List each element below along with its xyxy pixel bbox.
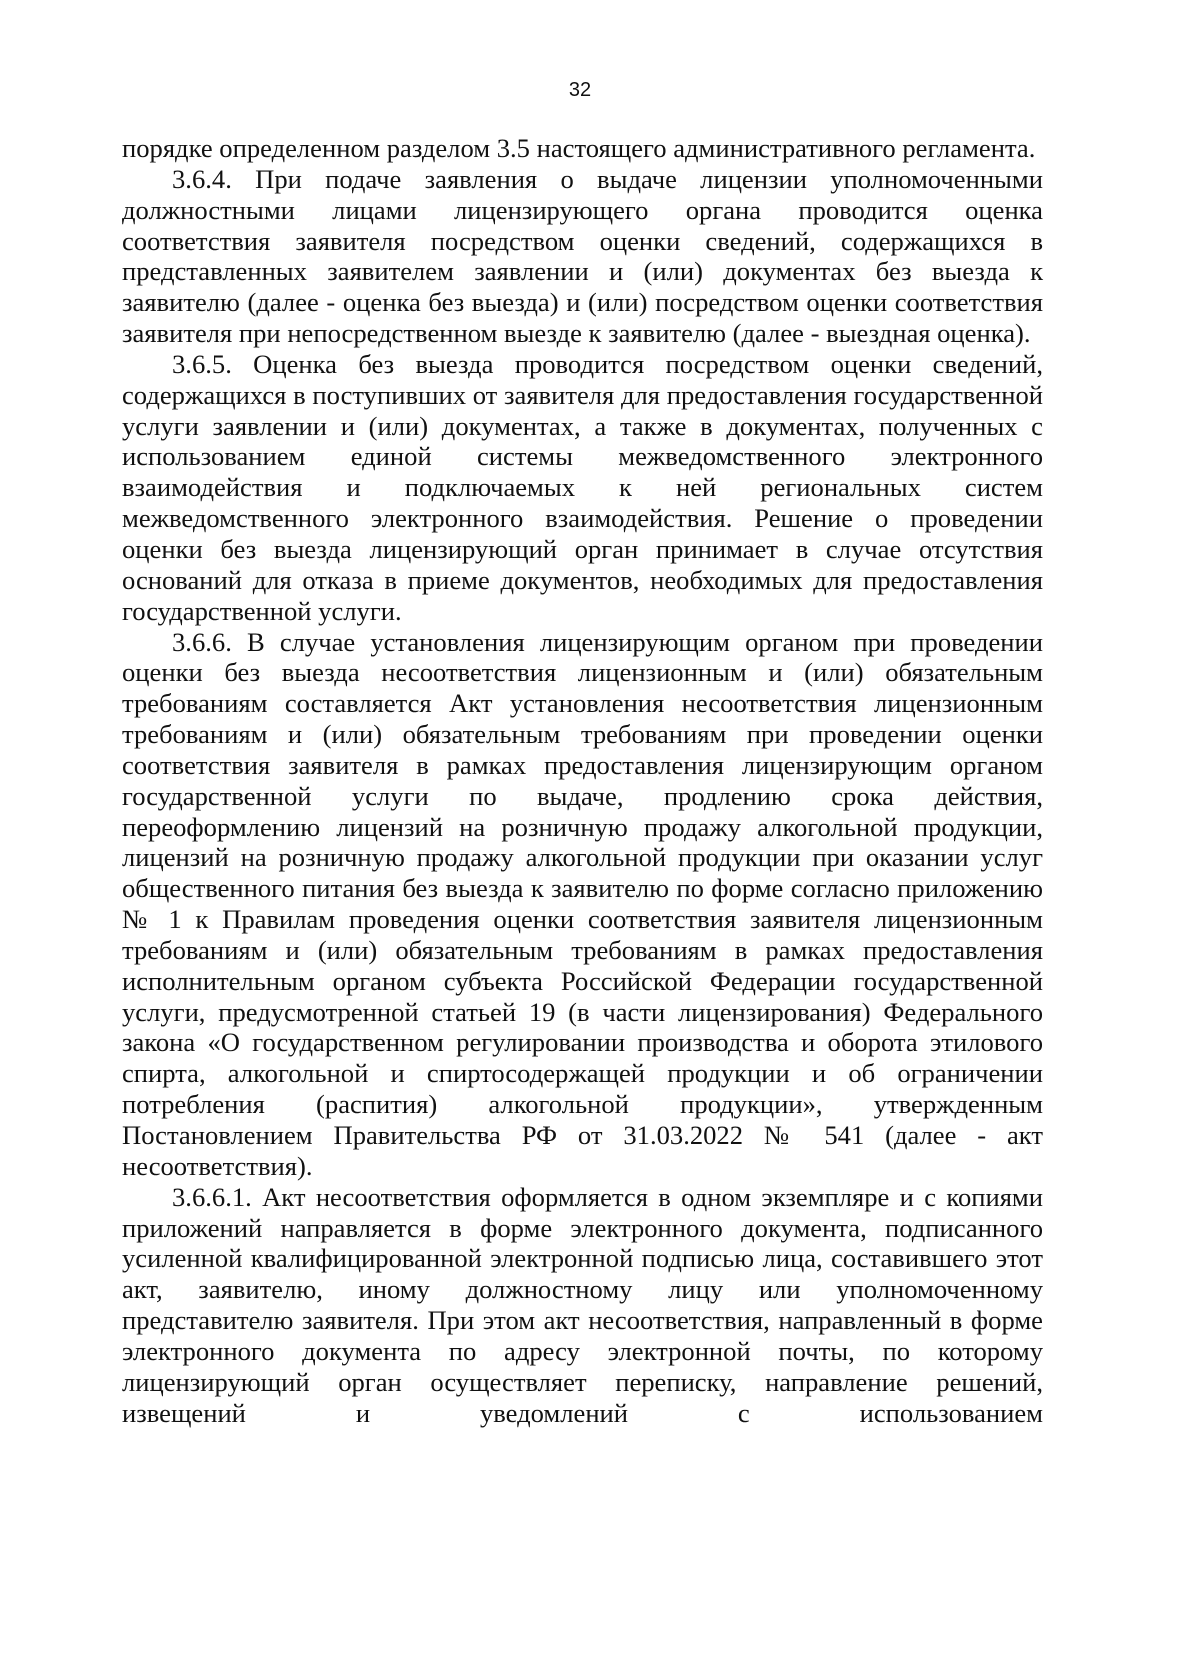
paragraph-3-6-4: 3.6.4. При подаче заявления о выдаче лицензии уполномоченными должностными лицами лицензирующего органа проводится оценка соответствия заявителя посредством оценки сведений, содержащихся в представленных заявителем заявлении и (или) документах без выезда к заявителю (далее - оценка без выезда) и (или) посредством оценки соответствия заявителя при непосредственном выезде к заявителю (далее - выездная оценка). (122, 163, 1043, 349)
paragraph-3-6-5: 3.6.5. Оценка без выезда проводится посредством оценки сведений, содержащихся в поступивших от заявителя для предоставления государственной услуги заявлении и (или) документах, а также в документах, полученных с использованием единой системы межведомственного электронного взаимодействия и подключаемых к ней региональных систем межведомственного электронного взаимодействия. Решение о проведении оценки без выезда лицензирующий орган принимает в случае отсутствия оснований для отказа в приеме документов, необходимых для предоставления государственной услуги. (122, 348, 1043, 626)
page-number: 32 (568, 79, 592, 101)
paragraph-3-6-6-1: 3.6.6.1. Акт несоответствия оформляется в одном экземпляре и с копиями приложений направляется в форме электронного документа, подписанного усиленной квалифицированной электронной подписью лица, составившего этот акт, заявителю, иному должностному лицу или уполномоченному представителю заявителя. При этом акт несоответствия, направленный в форме электронного документа по адресу электронной почты, по которому лицензирующий орган осуществляет переписку, направление решений, извещений и уведомлений с использованием (122, 1181, 1043, 1428)
document-body (122, 133, 1043, 1428)
paragraph-continuation: порядке определенном разделом 3.5 настоящего административного регламента. (122, 133, 1036, 163)
paragraph-3-6-6: 3.6.6. В случае установления лицензирующим органом при проведении оценки без выезда несоответствия лицензионным и (или) обязательным требованиям составляется Акт установления несоответствия лицензионным требованиям и (или) обязательным требованиям при проведении оценки соответствия заявителя в рамках предоставления лицензирующим органом государственной услуги по выдаче, продлению срока действия, переоформлению лицензий на розничную продажу алкогольной продукции, лицензий на розничную продажу алкогольной продукции при оказании услуг общественного питания без выезда к заявителю по форме согласно приложению № 1 к Правилам проведения оценки соответствия заявителя лицензионным требованиям и (или) обязательным требованиям в рамках предоставления исполнительным органом субъекта Российской Федерации государственной услуги, предусмотренной статьей 19 (в части лицензирования) Федерального закона «О государственном регулировании производства и оборота этилового спирта, алкогольной и спиртосодержащей продукции и об ограничении потребления (распития) алкогольной продукции», утвержденным Постановлением Правительства РФ от 31.03.2022 № 541 (далее - акт несоответствия). (122, 626, 1043, 1181)
